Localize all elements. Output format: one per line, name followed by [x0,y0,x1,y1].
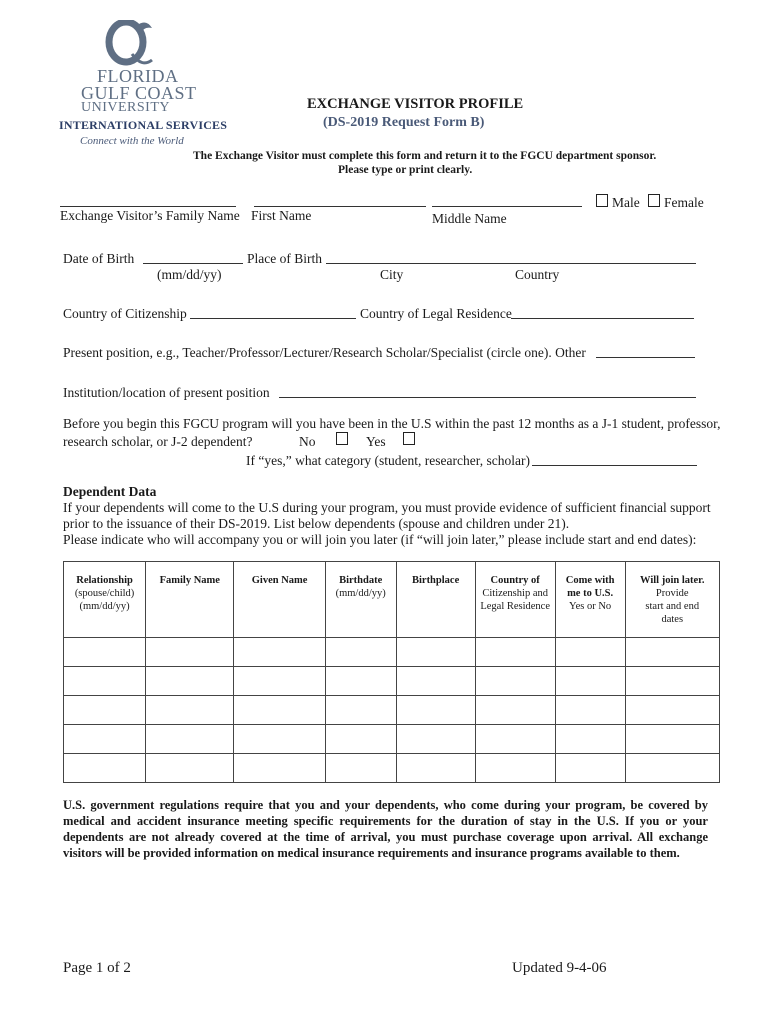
table-cell[interactable] [475,667,555,696]
table-cell[interactable] [555,725,625,754]
table-cell[interactable] [146,725,234,754]
table-cell[interactable] [64,725,146,754]
yes-label: Yes [366,434,386,449]
instruction-line-1: The Exchange Visitor must complete this form and return it to the FGCU department sponsor. [193,150,657,162]
no-label: No [299,434,316,449]
column-header [64,562,146,638]
column-header-line: Birthplace [411,575,460,586]
table-cell[interactable] [625,754,720,783]
column-header [396,562,475,638]
table-cell[interactable] [146,667,234,696]
updated-date: Updated 9-4-06 [512,960,607,976]
table-cell[interactable] [325,725,396,754]
dependents-table-header [64,562,720,638]
table-cell[interactable] [64,667,146,696]
column-header-line: me to U.S. [567,588,614,599]
table-cell[interactable] [64,754,146,783]
tagline: Connect with the World [80,135,184,147]
table-cell[interactable] [146,638,234,667]
column-header-line: Given Name [251,575,308,586]
table-cell[interactable] [475,696,555,725]
column-header-line: Will join later. [640,575,705,586]
table-cell[interactable] [396,725,475,754]
table-cell[interactable] [396,667,475,696]
table-cell[interactable] [475,725,555,754]
dependent-para-1: If your dependents will come to the U.S during your program, you must provide evidence of sufficient financial support [63,500,711,515]
column-header-line: dates [661,614,684,625]
dependents-table [63,561,720,783]
column-header [625,562,720,638]
table-cell[interactable] [555,638,625,667]
table-cell[interactable] [234,638,325,667]
pob-label: Place of Birth [247,251,322,266]
table-row [64,696,720,725]
dob-format-label: (mm/dd/yy) [157,267,222,282]
table-cell[interactable] [234,696,325,725]
table-cell[interactable] [325,638,396,667]
pob-line[interactable] [326,263,696,264]
column-header-line: start and end [645,601,700,612]
table-row [64,638,720,667]
institution-label: Institution/location of present position [63,385,270,400]
family-name-line[interactable] [60,206,236,207]
prior-question-line-1: Before you begin this FGCU program will you have been in the U.S within the past 12 months as a J-1 student, professor, [63,416,721,431]
present-position-line[interactable] [596,357,695,358]
table-cell[interactable] [234,667,325,696]
column-header-line: Country of [490,575,540,586]
if-yes-label: If “yes,” what category (student, researcher, scholar) [246,453,530,468]
table-cell[interactable] [475,754,555,783]
table-cell[interactable] [234,754,325,783]
table-cell[interactable] [555,667,625,696]
table-cell[interactable] [64,638,146,667]
legal-residence-label: Country of Legal Residence [360,306,512,321]
city-label: City [380,267,404,282]
insurance-regulations-text: U.S. government regulations require that you and your dependents, who come during your program, be covered by medical and accident insurance meeting specific requirements for the duration of stay in the U.S. If you or your dependents are not already covered at the time of arrival, you must purchase coverage upon arrival. All exchange visitors will be provided information on medical insurance requirements and insurance programs available to them. [63,798,708,860]
form-subtitle: (DS-2019 Request Form B) [323,115,485,130]
table-cell[interactable] [555,754,625,783]
table-cell[interactable] [475,638,555,667]
logo-gulf-coast: GULF COAST [81,83,197,103]
middle-name-line[interactable] [432,206,582,207]
column-header [146,562,234,638]
column-header [475,562,555,638]
table-row [64,667,720,696]
instruction-line-2: Please type or print clearly. [338,164,473,176]
dependent-para-3: Please indicate who will accompany you or will join you later (if “will join later,” please include start and end dates): [63,532,697,547]
if-yes-line[interactable] [532,465,697,466]
prior-question-line-2: research scholar, or J-2 dependent? [63,434,253,449]
middle-name-label: Middle Name [432,211,507,226]
female-label: Female [664,195,704,210]
table-cell[interactable] [146,754,234,783]
table-cell[interactable] [325,696,396,725]
table-cell[interactable] [64,696,146,725]
table-cell[interactable] [146,696,234,725]
institution-line[interactable] [279,397,696,398]
table-row [64,725,720,754]
dob-line[interactable] [143,263,243,264]
present-position-label: Present position, e.g., Teacher/Professor/Lecturer/Research Scholar/Specialist (circle one). Other [63,345,586,360]
citizenship-line[interactable] [190,318,356,319]
table-cell[interactable] [396,696,475,725]
female-checkbox[interactable] [648,194,660,207]
table-cell[interactable] [396,638,475,667]
column-header-line: Come with [565,575,615,586]
column-header [234,562,325,638]
yes-checkbox[interactable] [403,432,415,445]
logo-university: UNIVERSITY [81,100,170,115]
dependent-heading: Dependent Data [63,484,157,499]
male-label: Male [612,195,640,210]
table-cell[interactable] [234,725,325,754]
no-checkbox[interactable] [336,432,348,445]
family-name-label: Exchange Visitor’s Family Name [60,208,240,223]
logo-florida: FLORIDA [97,66,179,86]
table-cell[interactable] [325,754,396,783]
column-header-line: Relationship [76,575,133,586]
dob-label: Date of Birth [63,251,135,266]
table-cell[interactable] [555,696,625,725]
column-header-line: (spouse/child) [74,588,135,599]
column-header-line: Birthdate [339,575,383,586]
department-name: INTERNATIONAL SERVICES [59,118,228,132]
legal-residence-line[interactable] [511,318,694,319]
column-header [325,562,396,638]
column-header [555,562,625,638]
male-checkbox[interactable] [596,194,608,207]
first-name-label: First Name [251,208,312,223]
dependent-para-2: prior to the issuance of their DS-2019. List below dependents (spouse and children under 21). [63,516,570,531]
table-cell[interactable] [625,725,720,754]
column-header-line: Family Name [159,575,220,586]
page-number: Page 1 of 2 [63,960,131,976]
column-header-line: Citizenship and [482,588,548,599]
column-header-line: Provide [655,588,689,599]
column-header-line: (mm/dd/yy) [79,601,130,612]
column-header-line: Legal Residence [480,601,551,612]
table-cell[interactable] [625,667,720,696]
table-cell[interactable] [625,638,720,667]
table-row [64,754,720,783]
column-header-line: (mm/dd/yy) [335,588,386,599]
table-cell[interactable] [625,696,720,725]
column-header-line: Yes or No [569,601,612,612]
first-name-line[interactable] [254,206,426,207]
country-label: Country [515,267,560,282]
form-title: EXCHANGE VISITOR PROFILE [307,96,524,112]
citizenship-label: Country of Citizenship [63,306,187,321]
table-cell[interactable] [396,754,475,783]
table-cell[interactable] [325,667,396,696]
